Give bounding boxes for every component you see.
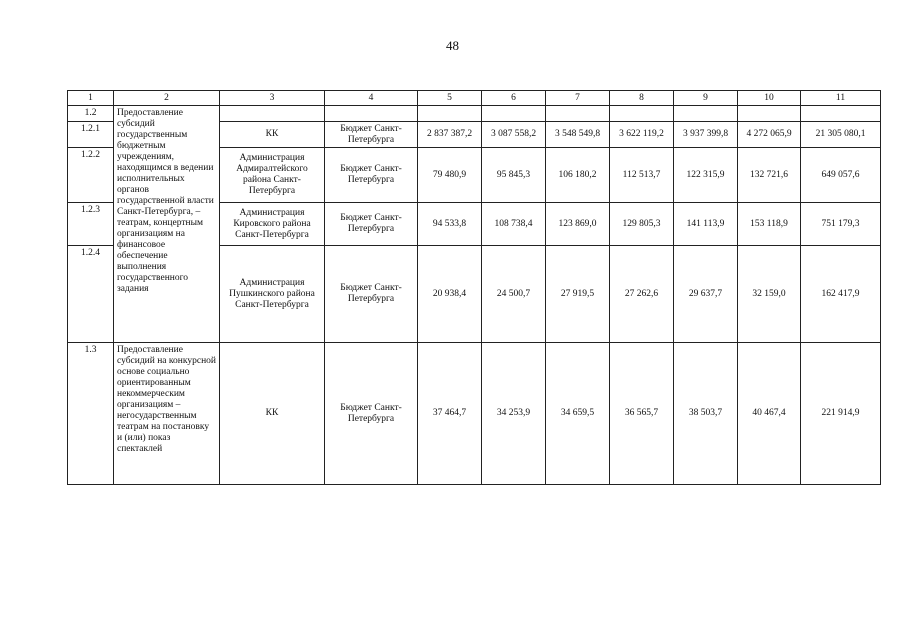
header-cell: 2 <box>114 91 220 106</box>
header-cell: 3 <box>220 91 325 106</box>
funding-source-cell: Бюджет Санкт-Петербурга <box>325 203 418 246</box>
page-number: 48 <box>446 38 459 53</box>
value-cell: 20 938,4 <box>418 246 482 343</box>
header-cell: 1 <box>68 91 114 106</box>
value-cell: 123 869,0 <box>546 203 610 246</box>
header-cell: 8 <box>610 91 674 106</box>
value-cell: 27 262,6 <box>610 246 674 343</box>
value-cell: 34 253,9 <box>482 343 546 485</box>
value-cell: 751 179,3 <box>801 203 881 246</box>
header-row <box>68 91 881 106</box>
value-cell: 106 180,2 <box>546 148 610 203</box>
value-cell: 32 159,0 <box>738 246 801 343</box>
value-cell: 108 738,4 <box>482 203 546 246</box>
row-description: Предоставление субсидий государственным бюджетным учреждениям, находящимся в ведении исполнительных органов государственной власти Санкт-Петербурга, – театрам, концертным организациям на финансовое обеспечение выполнения государственного задания <box>114 106 220 343</box>
value-cell: 3 622 119,2 <box>610 122 674 148</box>
value-cell: 3 548 549,8 <box>546 122 610 148</box>
row-number: 1.2.4 <box>68 246 114 343</box>
funding-source-cell: Бюджет Санкт-Петербурга <box>325 343 418 485</box>
value-cell: 40 467,4 <box>738 343 801 485</box>
row-number: 1.2.1 <box>68 122 114 148</box>
header-cell: 5 <box>418 91 482 106</box>
header-cell: 10 <box>738 91 801 106</box>
row-number: 1.2 <box>68 106 114 122</box>
value-cell: 112 513,7 <box>610 148 674 203</box>
value-cell: 2 837 387,2 <box>418 122 482 148</box>
funding-source-cell: Бюджет Санкт-Петербурга <box>325 122 418 148</box>
funding-source-cell: Бюджет Санкт-Петербурга <box>325 246 418 343</box>
table-row <box>68 343 881 485</box>
value-cell: 24 500,7 <box>482 246 546 343</box>
header-cell: 4 <box>325 91 418 106</box>
row-number: 1.2.2 <box>68 148 114 203</box>
executor-cell: Администрация Кировского района Санкт-Петербурга <box>220 203 325 246</box>
value-cell: 34 659,5 <box>546 343 610 485</box>
value-cell: 37 464,7 <box>418 343 482 485</box>
executor-cell: Администрация Пушкинского района Санкт-Петербурга <box>220 246 325 343</box>
value-cell: 122 315,9 <box>674 148 738 203</box>
header-cell: 9 <box>674 91 738 106</box>
row-number: 1.2.3 <box>68 203 114 246</box>
value-cell: 21 305 080,1 <box>801 122 881 148</box>
executor-cell: Администрация Адмиралтейского района Санкт-Петербурга <box>220 148 325 203</box>
table-row <box>68 106 881 122</box>
value-cell: 36 565,7 <box>610 343 674 485</box>
header-cell: 11 <box>801 91 881 106</box>
value-cell: 221 914,9 <box>801 343 881 485</box>
value-cell: 38 503,7 <box>674 343 738 485</box>
value-cell: 4 272 065,9 <box>738 122 801 148</box>
value-cell: 95 845,3 <box>482 148 546 203</box>
executor-cell: КК <box>220 343 325 485</box>
value-cell: 94 533,8 <box>418 203 482 246</box>
value-cell: 79 480,9 <box>418 148 482 203</box>
executor-cell: КК <box>220 122 325 148</box>
header-cell: 7 <box>546 91 610 106</box>
row-number: 1.3 <box>68 343 114 485</box>
value-cell: 27 919,5 <box>546 246 610 343</box>
value-cell: 3 937 399,8 <box>674 122 738 148</box>
value-cell: 132 721,6 <box>738 148 801 203</box>
value-cell: 649 057,6 <box>801 148 881 203</box>
row-description: Предоставление субсидий на конкурсной основе социально ориентированным некоммерческим организациям – негосударственным театрам на постановку и (или) показ спектаклей <box>114 343 220 485</box>
value-cell: 153 118,9 <box>738 203 801 246</box>
header-cell: 6 <box>482 91 546 106</box>
value-cell: 3 087 558,2 <box>482 122 546 148</box>
funding-source-cell: Бюджет Санкт-Петербурга <box>325 148 418 203</box>
value-cell: 141 113,9 <box>674 203 738 246</box>
budget-table <box>67 90 881 485</box>
value-cell: 162 417,9 <box>801 246 881 343</box>
value-cell: 129 805,3 <box>610 203 674 246</box>
value-cell: 29 637,7 <box>674 246 738 343</box>
